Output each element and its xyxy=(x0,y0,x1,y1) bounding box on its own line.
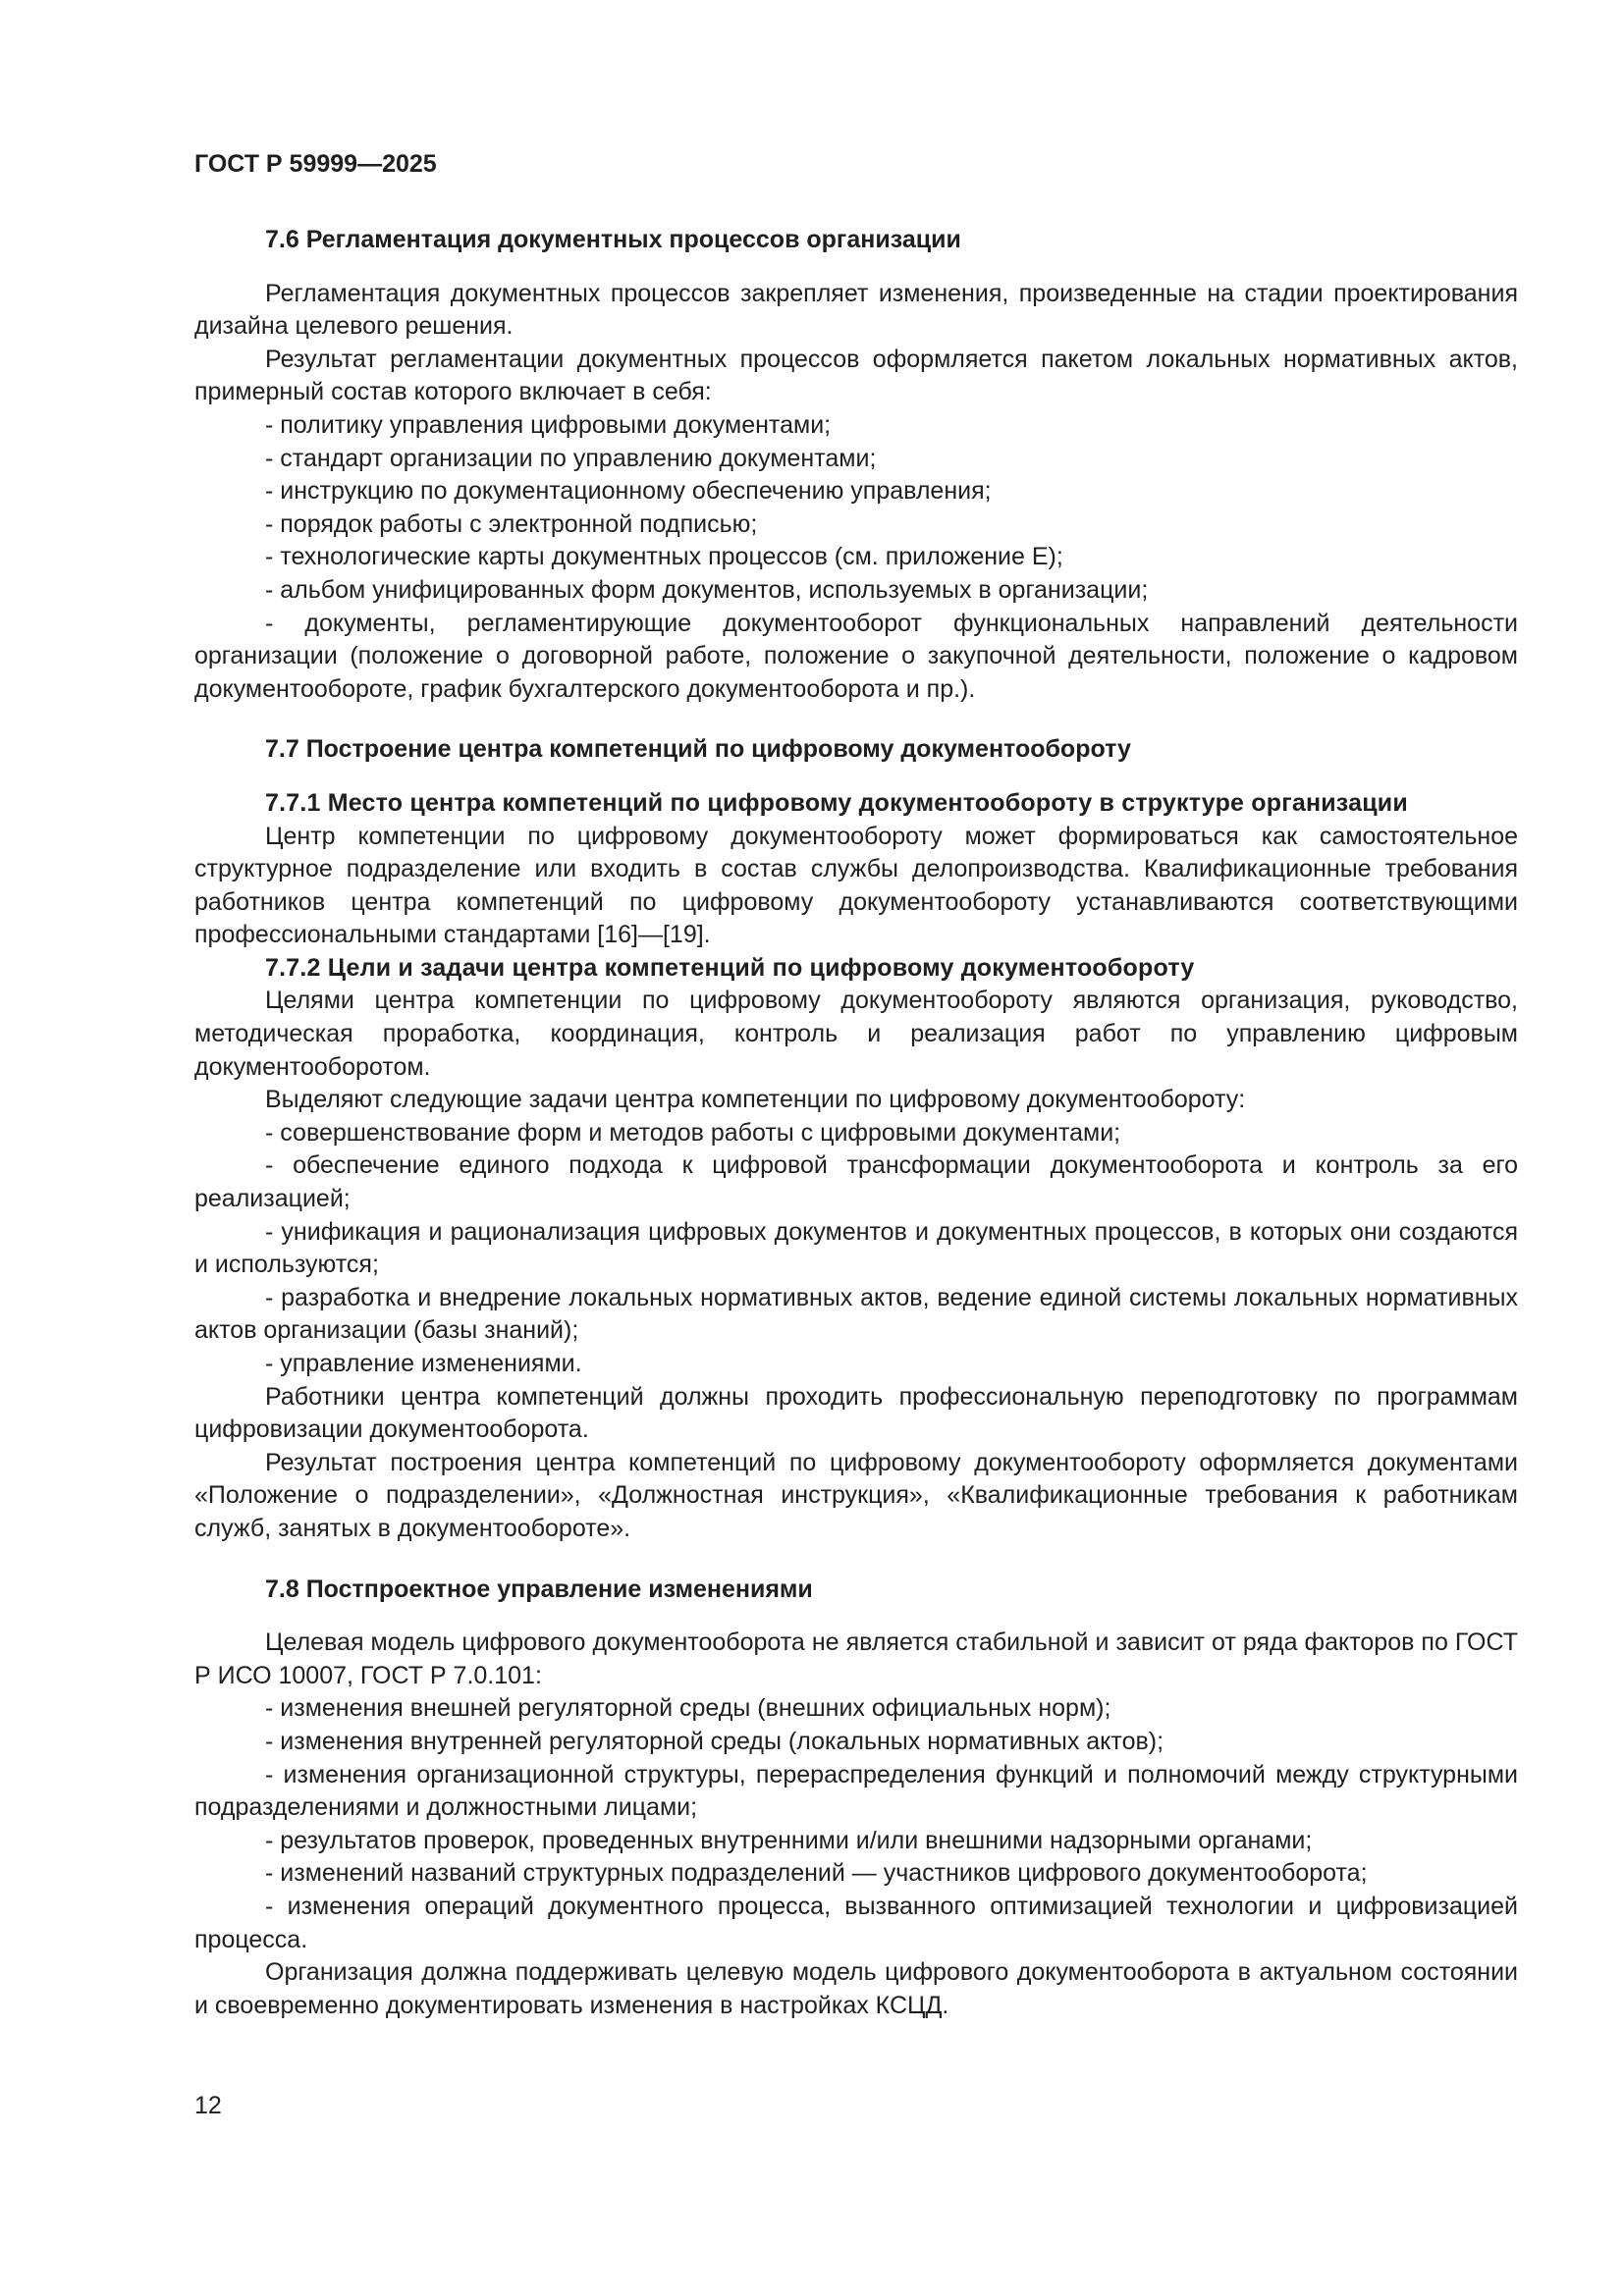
section-7-7-2-paragraph: Работники центра компетенций должны проходить профессиональную переподготовку по программам цифровизации документооборота. xyxy=(194,1382,1518,1444)
page-number: 12 xyxy=(194,2092,222,2119)
section-7-7-2-paragraph: Результат построения центра компетенций по цифровому документообороту оформляется документами «Положение о подразделении», «Должностная инструкция», «Квалификационные требования к работникам служб, занятых в документообороте». xyxy=(194,1448,1518,1542)
section-7-7-1-paragraph: Центр компетенции по цифровому документообороту может формироваться как самостоятельное структурное подразделение или входить в состав службы делопроизводства. Квалификационные требования работников центра компетенций по цифровому документообороту устанавливаются соответствующими профессиональными стандартами [16]—[19]. xyxy=(194,822,1518,949)
list-item: - управление изменениями. xyxy=(265,1350,582,1377)
list-item: - изменений названий структурных подразделений — участников цифрового документооборота; xyxy=(265,1859,1368,1888)
list-item: - изменения внутренней регуляторной среды (локальных нормативных актов); xyxy=(265,1727,1164,1755)
list-item: - технологические карты документных процессов (см. приложение Е); xyxy=(265,543,1063,571)
document-id-header: ГОСТ Р 59999—2025 xyxy=(194,150,437,178)
list-item: - инструкцию по документационному обеспечению управления; xyxy=(265,477,992,506)
section-7-6-heading: 7.6 Регламентация документных процессов организации xyxy=(265,226,961,253)
list-item: - порядок работы с электронной подписью; xyxy=(265,509,758,538)
section-7-6-paragraph: Результат регламентации документных процессов оформляется пакетом локальных нормативных актов, примерный состав которого включает в себя: xyxy=(194,345,1518,406)
section-7-6-paragraph: Регламентация документных процессов закрепляет изменения, произведенные на стадии проектирования дизайна целевого решения. xyxy=(194,279,1518,341)
list-item: - альбом унифицированных форм документов, используемых в организации; xyxy=(265,575,1149,604)
section-7-7-1-heading: 7.7.1 Место центра компетенций по цифровому документообороту в структуре организации xyxy=(265,788,1408,817)
list-item: - унификация и рационализация цифровых документов и документных процессов, в которых они создаются и используются; xyxy=(194,1217,1518,1279)
list-item: - стандарт организации по управлению документами; xyxy=(265,444,877,472)
list-item: - совершенствование форм и методов работы с цифровыми документами; xyxy=(265,1118,1121,1147)
section-7-8-paragraph: Организация должна поддерживать целевую модель цифрового документооборота в актуальном состоянии и своевременно документировать изменения в настройках КСЦД. xyxy=(194,1958,1518,2019)
section-7-7-2-heading: 7.7.2 Цели и задачи центра компетенций по цифровому документообороту xyxy=(265,953,1195,982)
list-item: - разработка и внедрение локальных нормативных актов, ведение единой системы локальных нормативных актов организации (базы знаний); xyxy=(194,1283,1518,1345)
section-7-7-heading: 7.7 Построение центра компетенций по цифровому документообороту xyxy=(265,735,1131,764)
list-item: - обеспечение единого подхода к цифровой трансформации документооборота и контроль за его реализацией; xyxy=(194,1151,1518,1213)
list-item: - изменения внешней регуляторной среды (внешних официальных норм); xyxy=(265,1694,1111,1723)
section-7-8-heading: 7.8 Постпроектное управление изменениями xyxy=(265,1575,813,1603)
section-7-8-paragraph: Целевая модель цифрового документооборота не является стабильной и зависит от ряда факторов по ГОСТ Р ИСО 10007, ГОСТ Р 7.0.101: xyxy=(194,1629,1518,1689)
section-7-7-2-paragraph: Выделяют следующие задачи центра компетенции по цифровому документообороту: xyxy=(265,1086,1246,1114)
section-7-7-2-paragraph: Целями центра компетенции по цифровому документообороту являются организация, руководство, методическая проработка, координация, контроль и реализация работ по управлению цифровым документооборотом. xyxy=(194,987,1518,1081)
list-item: - изменения операций документного процесса, вызванного оптимизацией технологии и цифровизацией процесса. xyxy=(194,1892,1518,1953)
list-item: - результатов проверок, проведенных внутренними и/или внешними надзорными органами; xyxy=(265,1826,1313,1854)
list-item: - документы, регламентирующие документооборот функциональных направлений деятельности организации (положение о договорной работе, положение о закупочной деятельности, положение о кадровом документообороте, график бухгалтерского документооборота и пр.). xyxy=(194,609,1518,703)
document-body xyxy=(194,224,1518,2022)
list-item: - изменения организационной структуры, перераспределения функций и полномочий между структурными подразделениями и должностными лицами; xyxy=(194,1760,1518,1822)
list-item: - политику управления цифровыми документами; xyxy=(265,410,832,439)
